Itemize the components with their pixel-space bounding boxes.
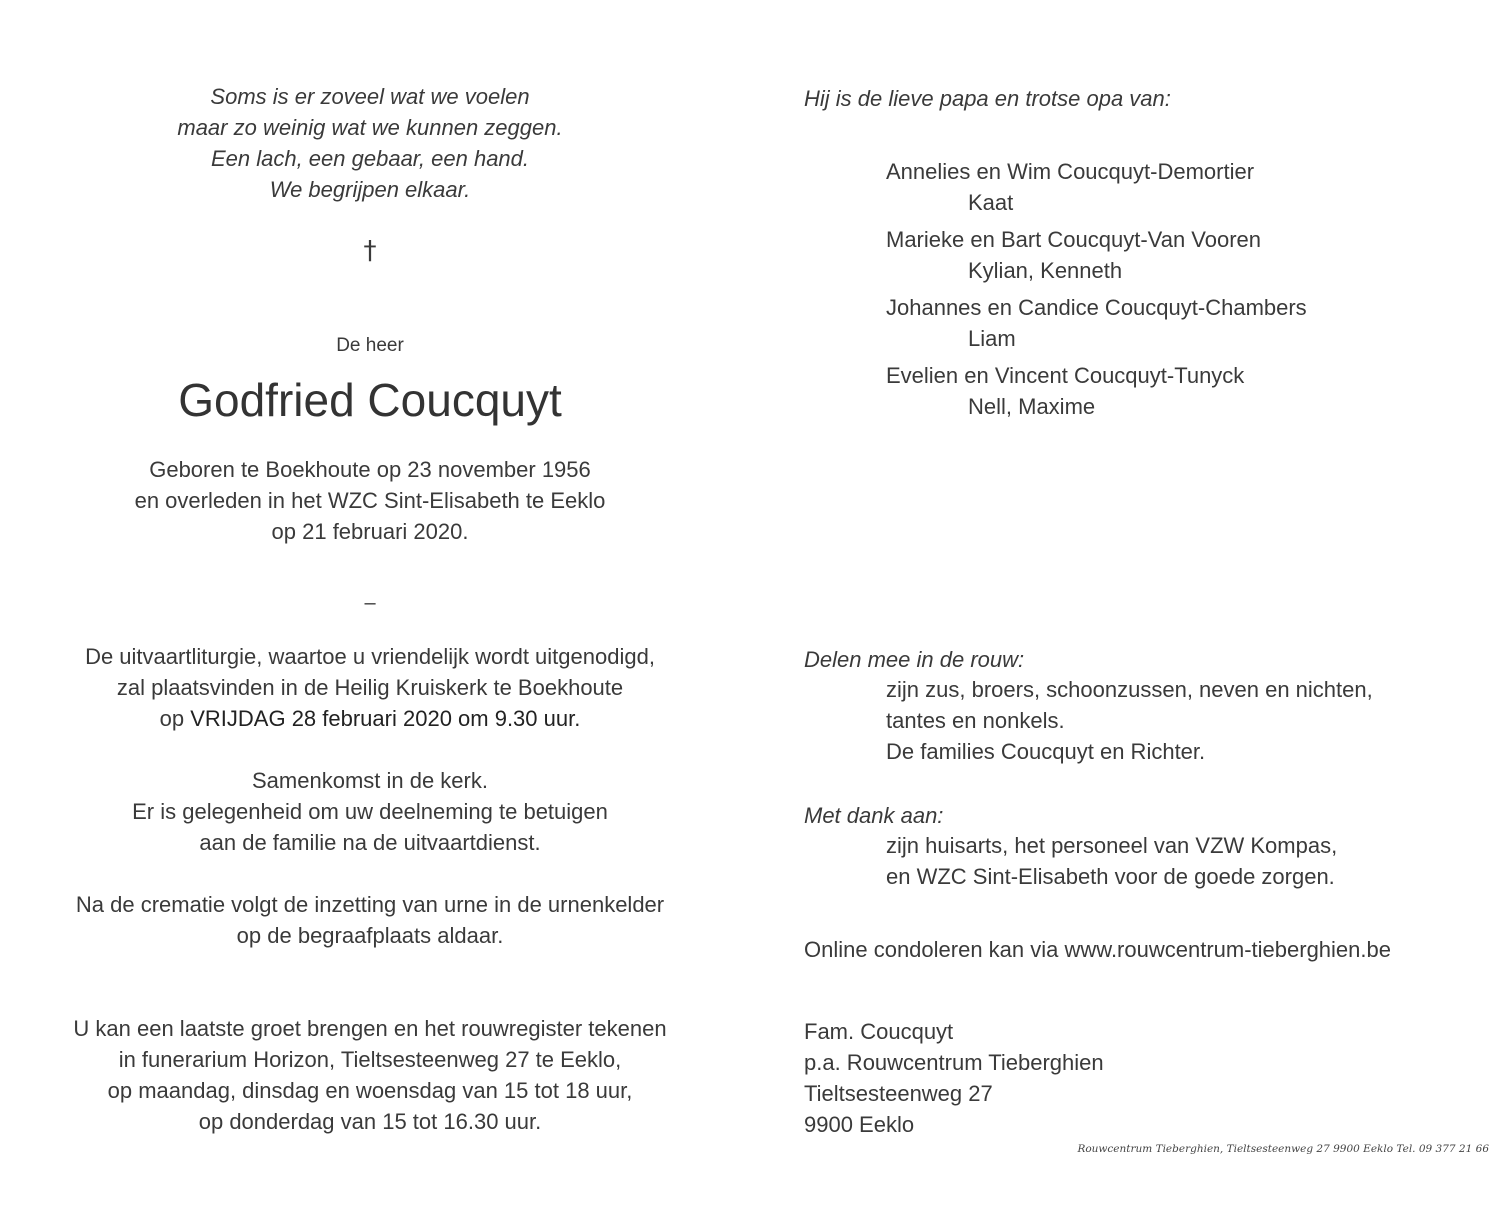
separator-dash: – xyxy=(364,592,376,614)
poem-line: We begrijpen elkaar. xyxy=(269,177,471,202)
address-line: p.a. Rouwcentrum Tieberghien xyxy=(804,1050,1104,1075)
family-grandchildren: Kylian, Kenneth xyxy=(968,258,1123,283)
address-line: 9900 Eeklo xyxy=(804,1112,915,1137)
cross-icon: † xyxy=(363,236,377,266)
family-grandchildren: Kaat xyxy=(968,190,1014,215)
birth-death-info xyxy=(40,454,700,547)
family-parents: Annelies en Wim Coucquyt-Demortier xyxy=(886,159,1255,184)
salutation: De heer xyxy=(336,335,404,356)
address-line: Tieltsesteenweg 27 xyxy=(804,1081,993,1106)
family-address xyxy=(804,1016,1104,1140)
family-parents: Johannes en Candice Coucquyt-Chambers xyxy=(886,295,1307,320)
info-line: en overleden in het WZC Sint-Elisabeth te Eeklo xyxy=(134,488,606,513)
info-line: Geboren te Boekhoute op 23 november 1956 xyxy=(149,457,591,482)
cremation-line: Na de crematie volgt de inzetting van urne in de urnenkelder xyxy=(75,892,665,917)
cremation-line: op de begraafplaats aldaar. xyxy=(236,923,504,948)
gathering-line: aan de familie na de uitvaartdienst. xyxy=(199,830,541,855)
mourn-line: De families Coucquyt en Richter. xyxy=(886,739,1206,764)
deceased-name: Godfried Coucquyt xyxy=(178,374,562,426)
liturgy-line: De uitvaartliturgie, waartoe u vriendelijk wordt uitgenodigd, xyxy=(85,644,655,669)
thanks-heading: Met dank aan: xyxy=(804,803,944,828)
family-entry xyxy=(886,156,1307,218)
family-grandchildren: Nell, Maxime xyxy=(968,394,1096,419)
cremation-info xyxy=(40,889,700,951)
info-line: op 21 februari 2020. xyxy=(271,519,469,544)
thanks-line: zijn huisarts, het personeel van VZW Kompas, xyxy=(886,833,1338,858)
family-list xyxy=(886,156,1307,428)
visitation-info xyxy=(40,1013,700,1137)
liturgy-line: zal plaatsvinden in de Heilig Kruiskerk te Boekhoute xyxy=(116,675,624,700)
family-parents: Evelien en Vincent Coucquyt-Tunyck xyxy=(886,363,1245,388)
gathering-info xyxy=(40,765,700,858)
online-condolence: Online condoleren kan via www.rouwcentrum-tieberghien.be xyxy=(804,937,1391,962)
children-heading: Hij is de lieve papa en trotse opa van: xyxy=(804,86,1171,111)
visitation-line: in funerarium Horizon, Tieltsesteenweg 27 te Eeklo, xyxy=(118,1047,622,1072)
visitation-line: op donderdag van 15 tot 16.30 uur. xyxy=(198,1109,542,1134)
thanks-list xyxy=(886,830,1337,892)
visitation-line: op maandag, dinsdag en woensdag van 15 tot 18 uur, xyxy=(107,1078,633,1103)
poem-line: Een lach, een gebaar, een hand. xyxy=(210,146,530,171)
poem xyxy=(40,81,700,205)
gathering-line: Er is gelegenheid om uw deelneming te betuigen xyxy=(132,799,608,824)
mourn-line: zijn zus, broers, schoonzussen, neven en nichten, xyxy=(886,677,1373,702)
liturgy-date: VRIJDAG 28 februari 2020 om 9.30 uur. xyxy=(190,706,581,731)
thanks-line: en WZC Sint-Elisabeth voor de goede zorgen. xyxy=(886,864,1335,889)
gathering-line: Samenkomst in de kerk. xyxy=(252,768,488,793)
mourn-list xyxy=(886,674,1373,767)
poem-line: Soms is er zoveel wat we voelen xyxy=(210,84,530,109)
visitation-line: U kan een laatste groet brengen en het rouwregister tekenen xyxy=(73,1016,667,1041)
printer-imprint: Rouwcentrum Tieberghien, Tieltsesteenweg 27 9900 Eeklo Tel. 09 377 21 66 xyxy=(1077,1143,1489,1155)
mourn-heading: Delen mee in de rouw: xyxy=(804,647,1025,672)
liturgy-line xyxy=(40,703,700,734)
liturgy-info xyxy=(40,641,700,734)
poem-line: maar zo weinig wat we kunnen zeggen. xyxy=(177,115,563,140)
family-entry xyxy=(886,360,1307,422)
mourn-line: tantes en nonkels. xyxy=(886,708,1065,733)
family-parents: Marieke en Bart Coucquyt-Van Vooren xyxy=(886,227,1262,252)
family-grandchildren: Liam xyxy=(968,326,1016,351)
family-entry xyxy=(886,292,1307,354)
liturgy-prefix: op xyxy=(159,706,191,731)
family-entry xyxy=(886,224,1307,286)
address-line: Fam. Coucquyt xyxy=(804,1019,954,1044)
